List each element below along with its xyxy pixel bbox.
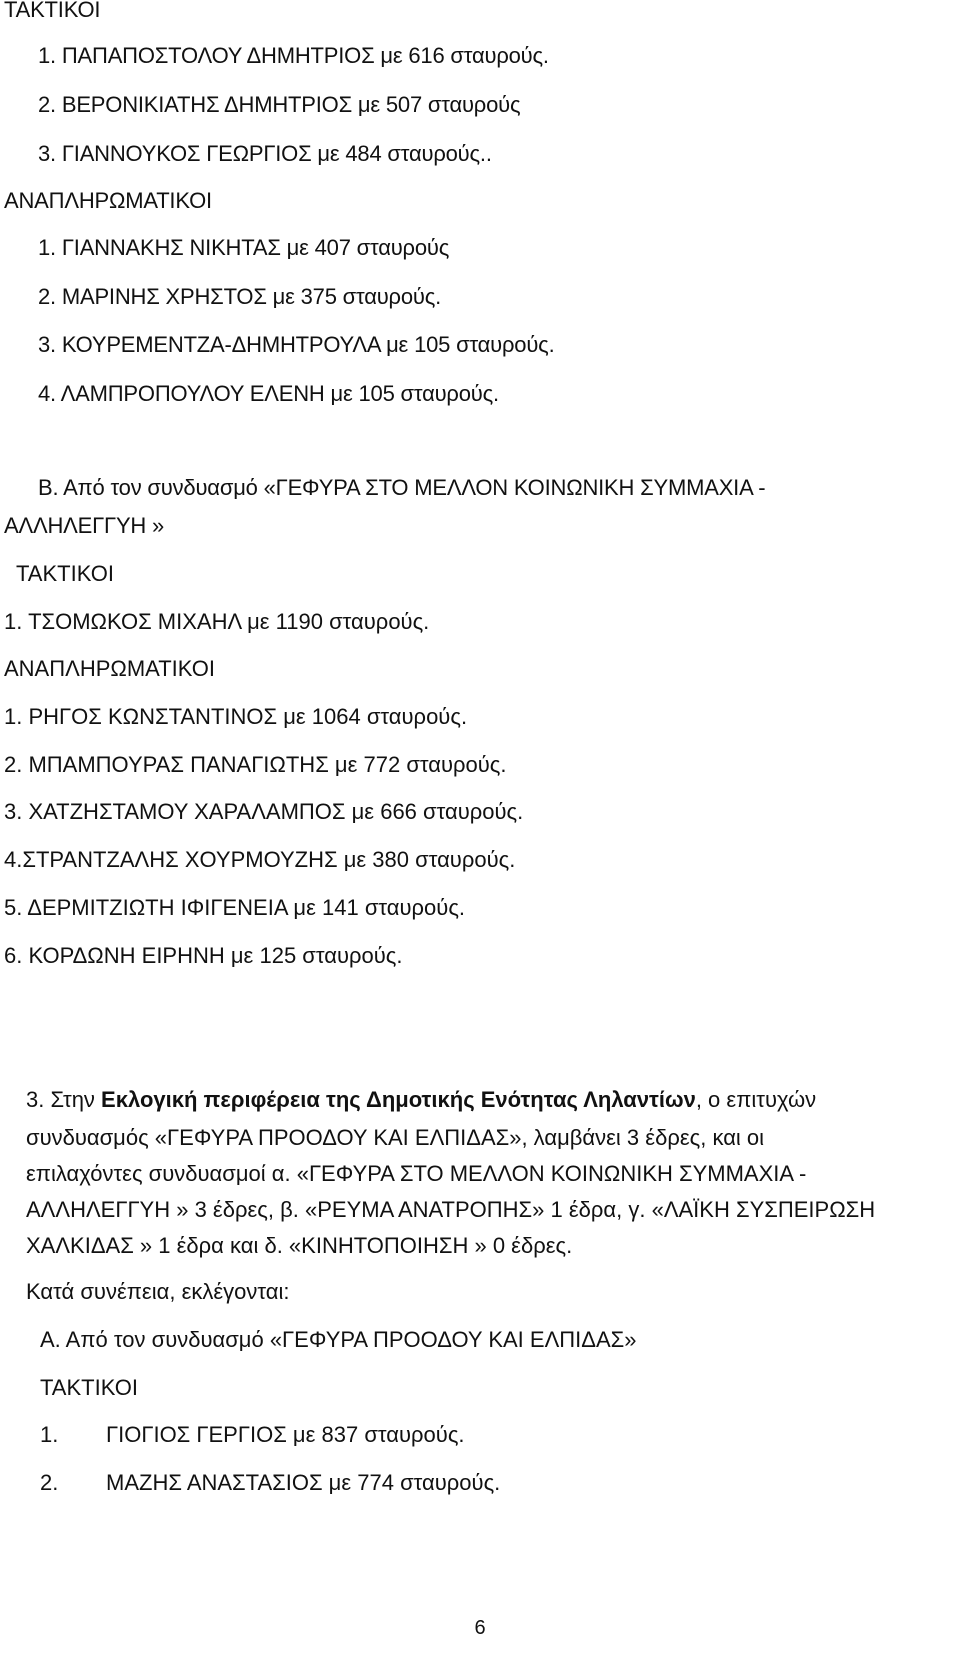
list-item: 2. ΜΠΑΜΠΟΥΡΑΣ ΠΑΝΑΓΙΩΤΗΣ με 772 σταυρούς. (4, 752, 507, 777)
paragraph-line: ΑΛΛΗΛΕΓΓΥΗ » 3 έδρες, β. «ΡΕΥΜΑ ΑΝΑΤΡΟΠΗΣ» 1 έδρα, γ. «ΛΑΪΚΗ ΣΥΣΠΕΙΡΩΣΗ (26, 1197, 876, 1222)
heading-anaplirom: ΑΝΑΠΛΗΡΩΜΑΤΙΚΟΙ (4, 656, 215, 681)
heading-taktikoi: ΤΑΚΤΙΚΟΙ (40, 1375, 138, 1400)
list-item: 1. ΤΣΟΜΩΚΟΣ ΜΙΧΑΗΛ με 1190 σταυρούς. (4, 609, 430, 634)
paragraph-line: συνδυασμός «ΓΕΦΥΡΑ ΠΡΟΟΔΟΥ ΚΑΙ ΕΛΠΙΔΑΣ», λαμβάνει 3 έδρες, και οι (26, 1125, 765, 1150)
paragraph-line: 3. Στην Εκλογική περιφέρεια της Δημοτικής Ενότητας Ληλαντίων, ο επιτυχών (26, 1087, 817, 1112)
paragraph-line: επιλαχόντες συνδυασμοί α. «ΓΕΦΥΡΑ ΣΤΟ ΜΕΛΛΟΝ ΚΟΙΝΩΝΙΚΗ ΣΥΜΜΑΧΙΑ - (26, 1161, 807, 1186)
list-item: 1. ΠΑΠΑΠΟΣΤΟΛΟΥ ΔΗΜΗΤΡΙΟΣ με 616 σταυρούς. (38, 43, 549, 68)
list-item: 4.ΣΤΡΑΝΤΖΑΛΗΣ ΧΟΥΡΜΟΥΖΗΣ με 380 σταυρούς. (4, 847, 516, 872)
list-item: 3. ΧΑΤΖΗΣΤΑΜΟΥ ΧΑΡΑΛΑΜΠΟΣ με 666 σταυρούς. (4, 799, 524, 824)
list-item: 2. ΜΑΡΙΝΗΣ ΧΡΗΣΤΟΣ με 375 σταυρούς. (38, 284, 442, 309)
list-item: 6. ΚΟΡΔΩΝΗ ΕΙΡΗΝΗ με 125 σταυρούς. (4, 943, 403, 968)
list-item: 1. ΓΙΟΓΙΟΣ ΓΕΡΓΙΟΣ με 837 σταυρούς. (40, 1422, 465, 1447)
heading-anaplirom: ΑΝΑΠΛΗΡΩΜΑΤΙΚΟΙ (4, 188, 212, 213)
consequently-text: Κατά συνέπεια, εκλέγονται: (26, 1279, 290, 1304)
list-item: 1. ΡΗΓΟΣ ΚΩΝΣΤΑΝΤΙΝΟΣ με 1064 σταυρούς. (4, 704, 468, 729)
paragraph-line: ΧΑΛΚΙΔΑΣ » 1 έδρα και δ. «ΚΙΝΗΤΟΠΟΙΗΣΗ » 0 έδρες. (26, 1233, 573, 1258)
list-item: 3. ΓΙΑΝΝΟΥΚΟΣ ΓΕΩΡΓΙΟΣ με 484 σταυρούς.. (38, 141, 492, 166)
list-item: 2. ΒΕΡΟΝΙΚΙΑΤΗΣ ΔΗΜΗΤΡΙΟΣ με 507 σταυρούς (38, 92, 521, 117)
list-item: 2. ΜΑΖΗΣ ΑΝΑΣΤΑΣΙΟΣ με 774 σταυρούς. (40, 1470, 501, 1495)
subsection-title: Α. Από τον συνδυασμό «ΓΕΦΥΡΑ ΠΡΟΟΔΟΥ ΚΑΙ ΕΛΠΙΔΑΣ» (40, 1327, 637, 1352)
page-number: 6 (474, 1617, 486, 1639)
section-title: Β. Από τον συνδυασμό «ΓΕΦΥΡΑ ΣΤΟ ΜΕΛΛΟΝ ΚΟΙΝΩΝΙΚΗ ΣΥΜΜΑΧΙΑ - (38, 475, 766, 500)
list-item: 3. ΚΟΥΡΕΜΕΝΤΖΑ-ΔΗΜΗΤΡΟΥΛΑ με 105 σταυρούς. (38, 332, 555, 357)
district-name: Εκλογική περιφέρεια της Δημοτικής Ενότητας Ληλαντίων (101, 1087, 696, 1112)
list-item: 5. ΔΕΡΜΙΤΖΙΩΤΗ ΙΦΙΓΕΝΕΙΑ με 141 σταυρούς. (4, 895, 466, 920)
section-title-cont: ΑΛΛΗΛΕΓΓΥΗ » (4, 513, 165, 538)
list-item: 4. ΛΑΜΠΡΟΠΟΥΛΟΥ ΕΛΕΝΗ με 105 σταυρούς. (38, 381, 499, 406)
heading-taktikoi: ΤΑΚΤΙΚΟΙ (4, 0, 101, 22)
heading-taktikoi: ΤΑΚΤΙΚΟΙ (16, 561, 114, 586)
list-item: 1. ΓΙΑΝΝΑΚΗΣ ΝΙΚΗΤΑΣ με 407 σταυρούς (38, 235, 450, 260)
